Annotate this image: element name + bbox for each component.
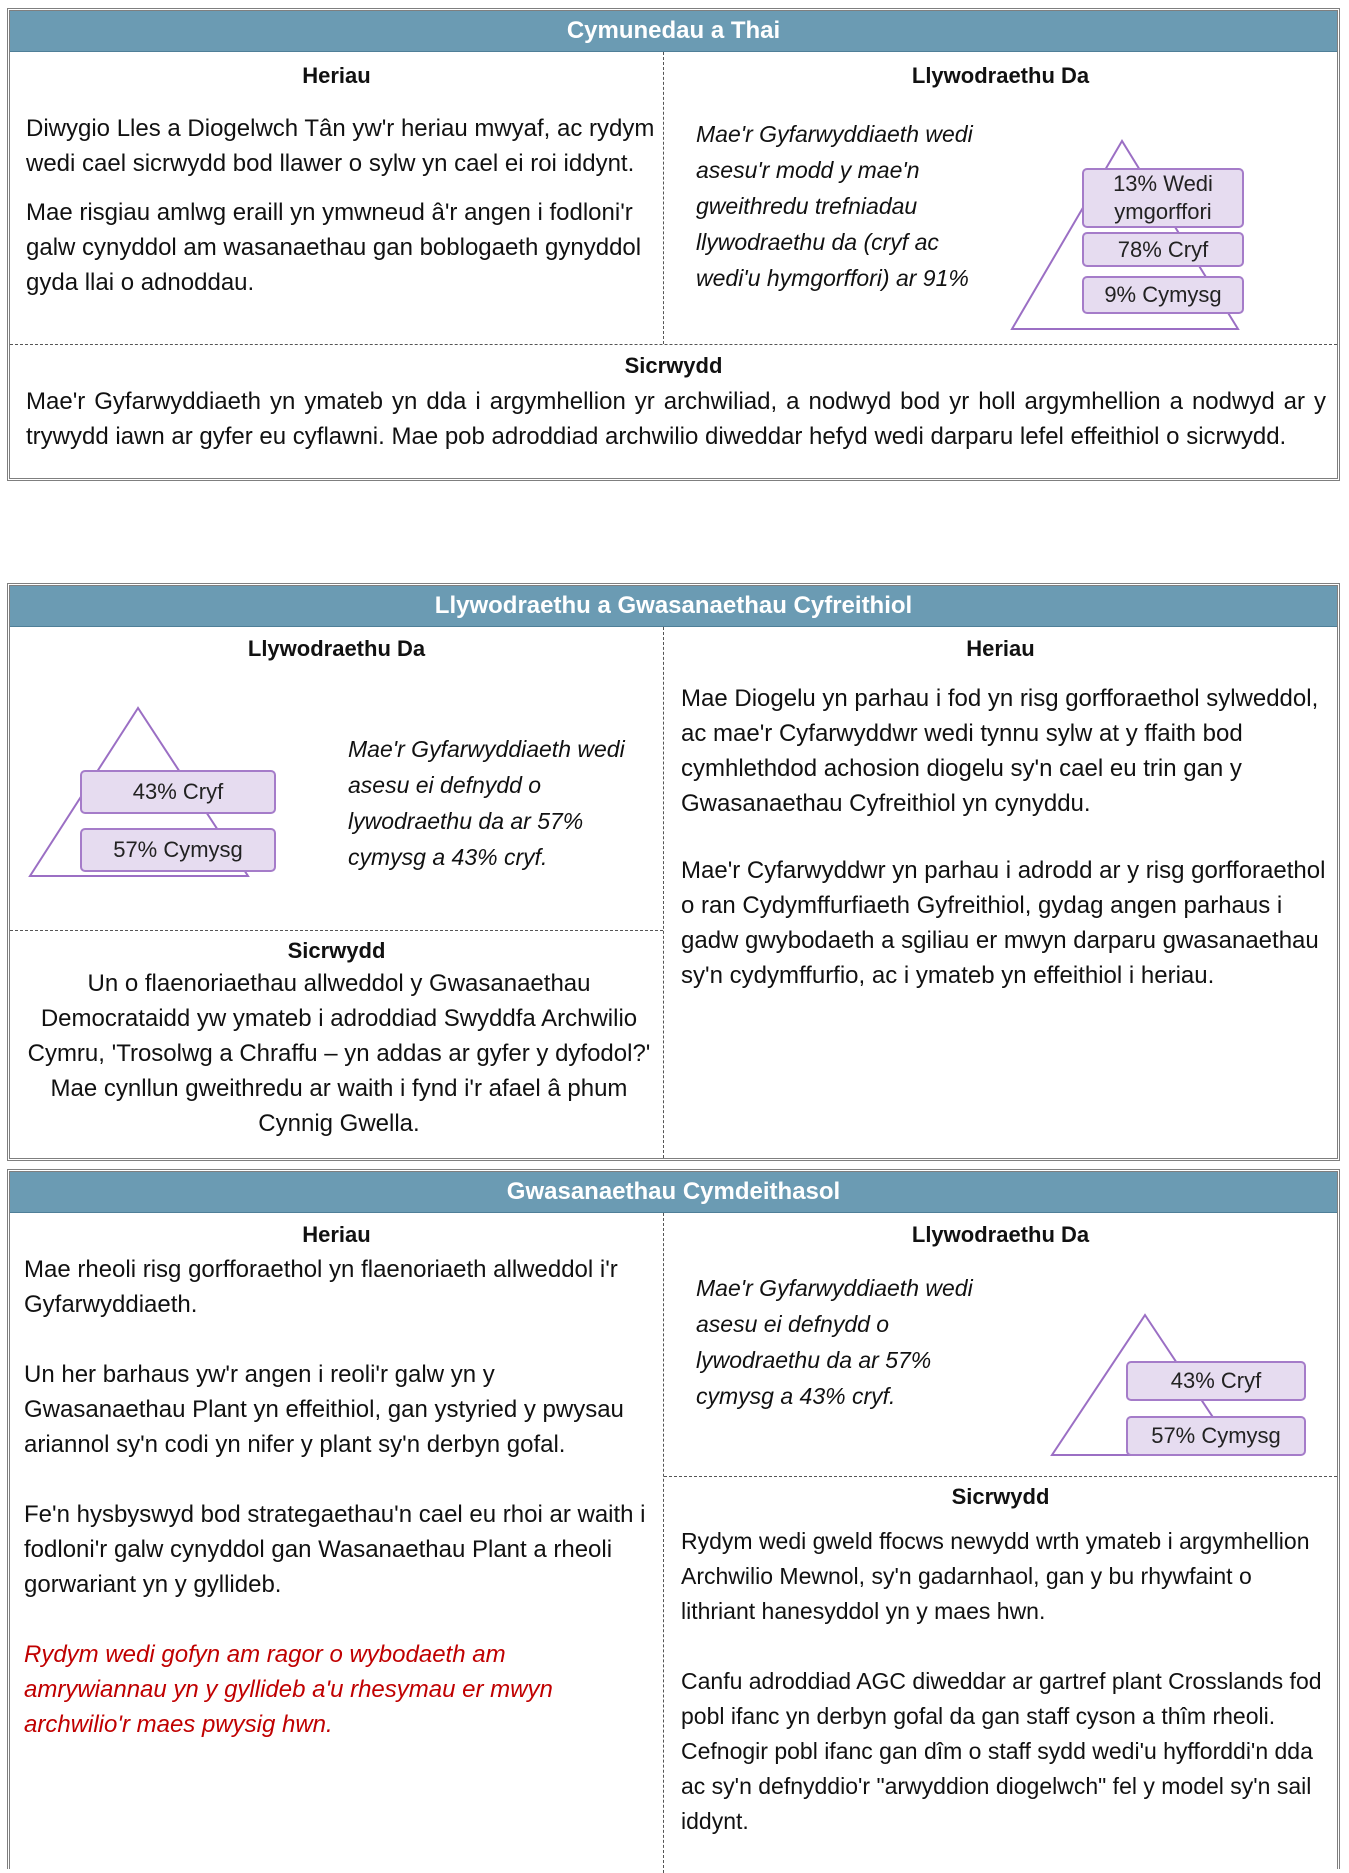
challenges-paragraph: Mae Diogelu yn parhau i fod yn risg gorfforaethol sylweddol, ac mae'r Cyfarwyddwr wedi tynnu sylw at y ffaith bod cymhlethdod achosion diogelu sy'n cael eu trin gan y Gwasanaethau Cyfreithiol yn cynyddu. xyxy=(681,685,1319,817)
governance-level-embedded: 13% Wedi ymgorffori xyxy=(1082,168,1244,228)
challenges-text xyxy=(681,681,1326,993)
column-divider xyxy=(663,1213,664,1873)
assurance-heading: Sicrwydd xyxy=(287,938,386,963)
column-divider xyxy=(663,52,664,344)
assurance-paragraph: Canfu adroddiad AGC diweddar ar gartref plant Crosslands fod pobl ifanc yn derbyn gofal da gan staff cyson a thîm rheoli. Cefnogir pobl ifanc gan dîm o staff sydd wedi'u hyfforddi'n dda ac sy'n defnyddio'r "arwyddion diogelwch" fel y model sy'n sail iddynt. xyxy=(681,1668,1322,1834)
governance-level-mixed: 57% Cymysg xyxy=(80,828,276,872)
section-governance-legal xyxy=(7,583,1340,1161)
challenges-paragraph: Diwygio Lles a Diogelwch Tân yw'r heriau mwyaf, ac rydym wedi cael sicrwydd bod llawer o sylw yn cael ei roi iddynt. xyxy=(26,115,655,177)
governance-level-strong: 78% Cryf xyxy=(1082,232,1244,267)
governance-level-strong: 43% Cryf xyxy=(80,770,276,814)
row-divider xyxy=(10,344,1337,345)
assurance-text: Mae'r Gyfarwyddiaeth yn ymateb yn dda i argymhellion yr archwiliad, a nodwyd bod yr holl argymhellion a nodwyd ar y trywydd iawn ar gyfer eu cyflawni. Mae pob adroddiad archwilio diweddar hefyd wedi darparu lefel effeithiol o sicrwydd. xyxy=(26,388,1326,450)
challenges-heading: Heriau xyxy=(302,63,371,88)
governance-level-mixed: 9% Cymysg xyxy=(1082,276,1244,314)
assurance-text xyxy=(681,1524,1331,1839)
section-title: Gwasanaethau Cymdeithasol xyxy=(10,1172,1337,1213)
governance-text: Mae'r Gyfarwyddiaeth wedi asesu'r modd y mae'n gweithredu trefniadau llywodraethu da (cryf ac wedi'u hymgorffori) ar 91% xyxy=(696,121,973,291)
section-communities-housing xyxy=(7,8,1340,481)
governance-heading: Llywodraethu Da xyxy=(911,63,1090,88)
governance-level-mixed: 57% Cymysg xyxy=(1126,1416,1306,1456)
column-divider xyxy=(663,627,664,1158)
challenges-heading: Heriau xyxy=(966,636,1035,661)
governance-heading: Llywodraethu Da xyxy=(247,636,426,661)
row-divider xyxy=(664,1476,1337,1477)
challenges-paragraph: Mae rheoli risg gorfforaethol yn flaenoriaeth allweddol i'r Gyfarwyddiaeth. xyxy=(24,1256,618,1318)
section-title: Llywodraethu a Gwasanaethau Cyfreithiol xyxy=(10,586,1337,627)
assurance-heading: Sicrwydd xyxy=(624,353,723,378)
challenges-text xyxy=(26,111,656,300)
governance-text: Mae'r Gyfarwyddiaeth wedi asesu ei defnydd o lywodraethu da ar 57% cymysg a 43% cryf. xyxy=(348,736,625,870)
governance-text: Mae'r Gyfarwyddiaeth wedi asesu ei defnydd o lywodraethu da ar 57% cymysg a 43% cryf. xyxy=(696,1275,973,1409)
challenges-heading: Heriau xyxy=(302,1222,371,1247)
governance-heading: Llywodraethu Da xyxy=(911,1222,1090,1247)
challenges-paragraph: Fe'n hysbyswyd bod strategaethau'n cael eu rhoi ar waith i fodloni'r galw cynyddol gan Wasanaethau Plant a rheoli gorwariant yn y gyllideb. xyxy=(24,1501,646,1598)
challenges-text xyxy=(24,1252,654,1742)
row-divider xyxy=(10,930,663,931)
assurance-heading: Sicrwydd xyxy=(951,1484,1050,1509)
section-social-services xyxy=(7,1169,1340,1869)
challenges-paragraph: Mae risgiau amlwg eraill yn ymwneud â'r angen i fodloni'r galw cynyddol am wasanaethau gan boblogaeth gynyddol gyda llai o adnoddau. xyxy=(26,199,642,296)
governance-level-strong: 43% Cryf xyxy=(1126,1361,1306,1401)
challenges-note: Rydym wedi gofyn am ragor o wybodaeth am amrywiannau yn y gyllideb a'u rhesymau er mwyn archwilio'r maes pwysig hwn. xyxy=(24,1641,553,1738)
assurance-paragraph: Rydym wedi gweld ffocws newydd wrth ymateb i argymhellion Archwilio Mewnol, sy'n gadarnhaol, gan y bu rhywfaint o lithriant hanesyddol yn y maes hwn. xyxy=(681,1528,1310,1624)
section-title: Cymunedau a Thai xyxy=(10,11,1337,52)
challenges-paragraph: Un her barhaus yw'r angen i reoli'r galw yn y Gwasanaethau Plant yn effeithiol, gan ystyried y pwysau ariannol sy'n codi yn nifer y plant sy'n derbyn gofal. xyxy=(24,1361,624,1458)
assurance-text: Un o flaenoriaethau allweddol y Gwasanaethau Democrataidd yw ymateb i adroddiad Swyddfa Archwilio Cymru, 'Trosolwg a Chraffu – yn addas ar gyfer y dyfodol?' Mae cynllun gweithredu ar waith i fynd i'r afael â phum Cynnig Gwella. xyxy=(27,970,651,1137)
challenges-paragraph: Mae'r Cyfarwyddwr yn parhau i adrodd ar y risg gorfforaethol o ran Cydymffurfiaeth Gyfreithiol, gydag angen parhaus i gadw gwybodaeth a sgiliau er mwyn darparu gwasanaethau sy'n cydymffurfio, ac i ymateb yn effeithiol i heriau. xyxy=(681,857,1326,989)
